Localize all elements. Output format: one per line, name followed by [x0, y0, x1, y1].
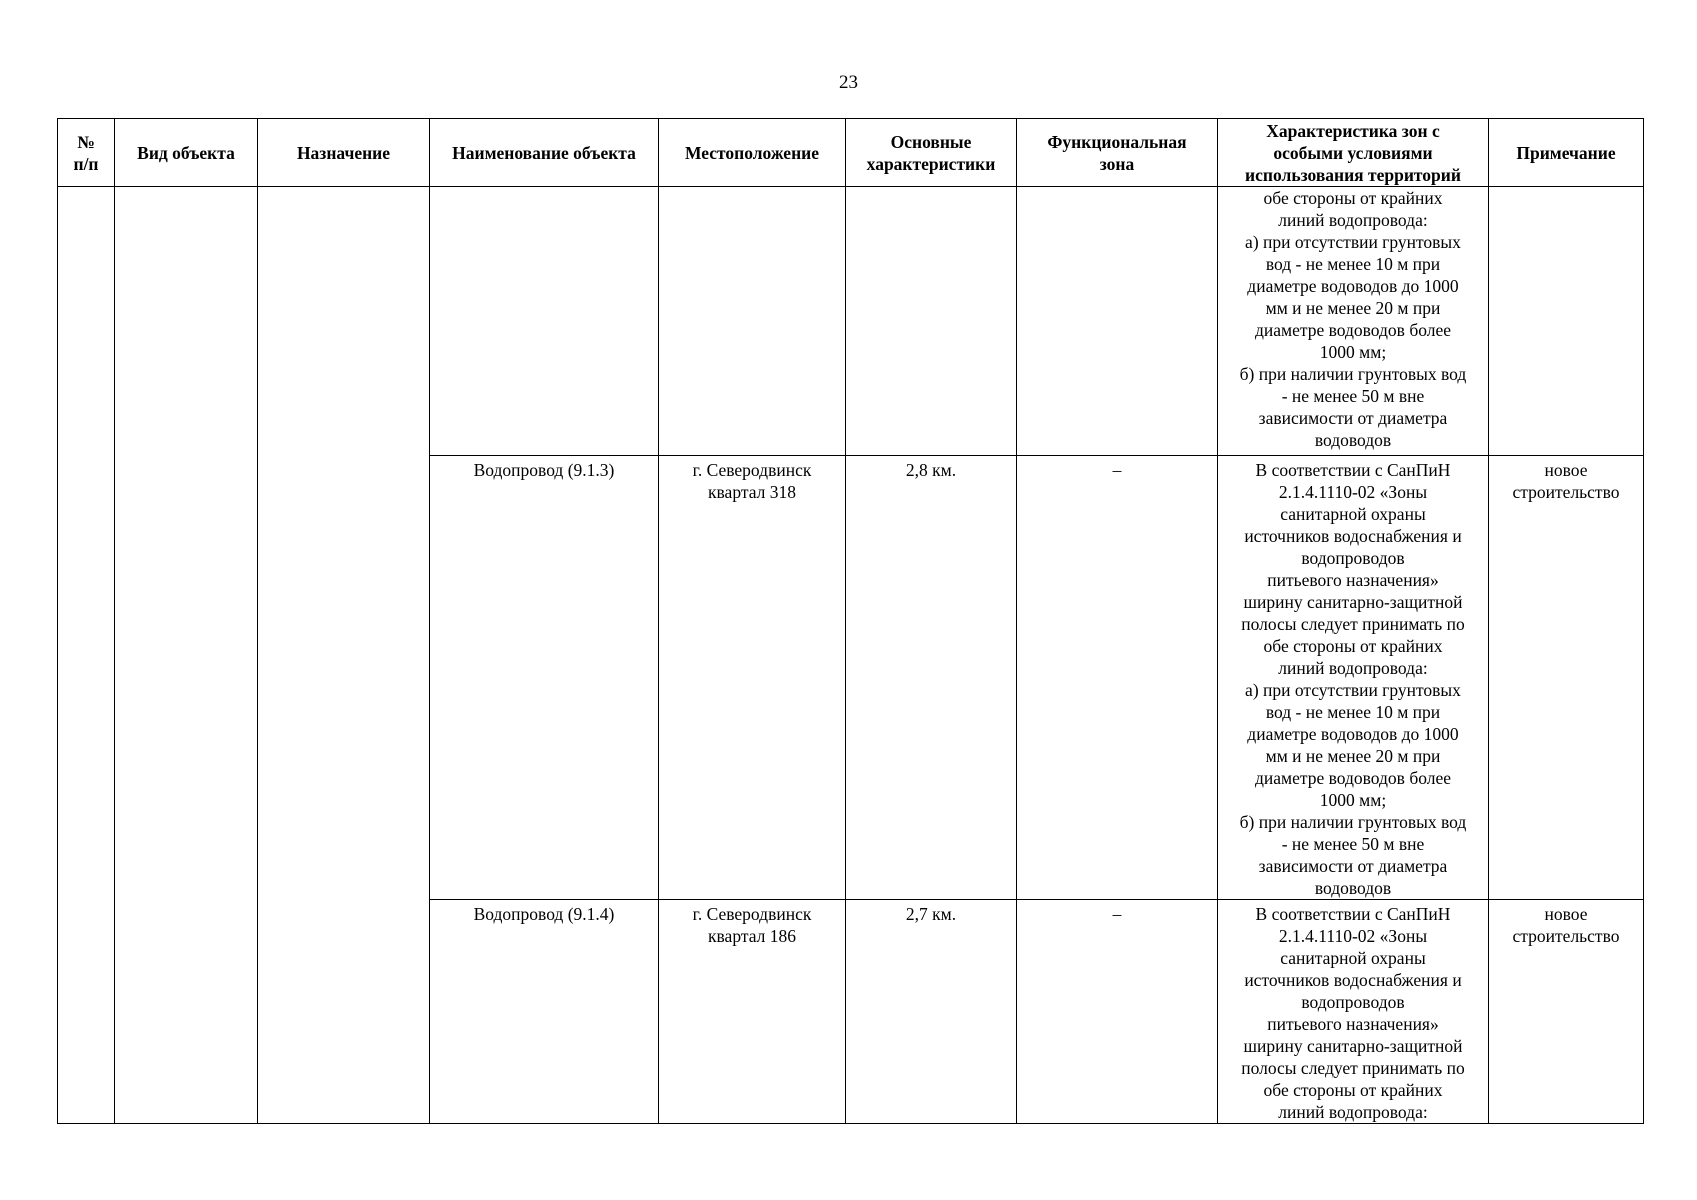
header-line: п/п	[73, 153, 99, 174]
cell-purpose	[258, 187, 430, 1124]
page-number: 23	[839, 72, 858, 93]
cell-zone-description-line: питьевого назначения»	[1267, 1014, 1439, 1034]
cell-zone-description-line: полосы следует принимать по	[1241, 614, 1465, 634]
cell-zone-description-line: диаметре водоводов до 1000	[1247, 724, 1459, 744]
cell-functional-zone	[1017, 187, 1218, 456]
header-location	[659, 119, 846, 187]
cell-note	[1489, 187, 1644, 456]
header-object-name	[430, 119, 659, 187]
cell-object-type	[115, 187, 258, 1124]
header-number	[58, 119, 115, 187]
cell-functional-zone: –	[1017, 456, 1218, 900]
cell-location-line: квартал 318	[708, 482, 796, 502]
cell-zone-description-line: 1000 мм;	[1319, 342, 1387, 362]
cell-zone-description-line: зависимости от диаметра	[1258, 856, 1448, 876]
cell-location	[659, 456, 846, 900]
header-main-characteristics	[846, 119, 1017, 187]
cell-zone-description-line: а) при отсутствии грунтовых	[1245, 232, 1461, 252]
cell-functional-zone: –	[1017, 900, 1218, 1124]
cell-zone-description-line: В соответствии с СанПиН	[1255, 460, 1451, 480]
header-line: Примечание	[1516, 142, 1616, 163]
cell-zone-description-line: водопроводов	[1301, 548, 1405, 568]
cell-characteristics	[846, 187, 1017, 456]
cell-zone-description-line: диаметре водоводов более	[1254, 768, 1452, 788]
cell-characteristics: 2,8 км.	[846, 456, 1017, 900]
header-line: Характеристика зон с	[1266, 120, 1440, 141]
cell-zone-description-line: питьевого назначения»	[1267, 570, 1439, 590]
cell-zone-description-line: - не менее 50 м вне	[1281, 386, 1425, 406]
cell-zone-description-line: водопроводов	[1301, 992, 1405, 1012]
cell-zone-description-line: - не менее 50 м вне	[1281, 834, 1425, 854]
cell-zone-description-line: источников водоснабжения и	[1244, 526, 1462, 546]
cell-location	[659, 187, 846, 456]
cell-note-line: строительство	[1512, 926, 1620, 946]
header-line: Вид объекта	[137, 142, 235, 163]
header-line: Местоположение	[684, 142, 820, 163]
header-special-zones	[1218, 119, 1489, 187]
cell-zone-description-line: В соответствии с СанПиН	[1255, 904, 1451, 924]
cell-location-line: г. Северодвинск	[692, 460, 812, 480]
cell-object-name: Водопровод (9.1.3)	[430, 456, 659, 900]
cell-zone-description-line: зависимости от диаметра	[1258, 408, 1448, 428]
header-object-type	[115, 119, 258, 187]
header-line: характеристики	[866, 153, 996, 174]
cell-zone-description-line: линий водопровода:	[1278, 658, 1428, 678]
cell-zone-description-line: а) при отсутствии грунтовых	[1245, 680, 1461, 700]
cell-zone-description-line: вод - не менее 10 м при	[1265, 702, 1441, 722]
cell-note-line: новое	[1544, 904, 1588, 924]
cell-object-name: Водопровод (9.1.4)	[430, 900, 659, 1124]
cell-zone-description-line: ширину санитарно-защитной	[1243, 592, 1463, 612]
cell-zone-description-line: б) при наличии грунтовых вод	[1239, 364, 1467, 384]
cell-zone-description-line: водоводов	[1314, 878, 1392, 898]
cell-zone-description-line: источников водоснабжения и	[1244, 970, 1462, 990]
cell-note-line: строительство	[1512, 482, 1620, 502]
cell-characteristics: 2,7 км.	[846, 900, 1017, 1124]
header-line: особыми условиями	[1273, 142, 1433, 163]
cell-number	[58, 187, 115, 1124]
cell-note	[1489, 456, 1644, 900]
cell-zone-description-line: ширину санитарно-защитной	[1243, 1036, 1463, 1056]
cell-zone-description-line: обе стороны от крайних	[1263, 636, 1443, 656]
cell-location-line: г. Северодвинск	[692, 904, 812, 924]
cell-zone-description-line: б) при наличии грунтовых вод	[1239, 812, 1467, 832]
header-line: Функциональная	[1047, 131, 1187, 152]
cell-zone-description-line: обе стороны от крайних	[1263, 188, 1443, 208]
cell-zone-description-line: водоводов	[1314, 430, 1392, 450]
header-line: Наименование объекта	[452, 142, 636, 163]
table-row	[58, 187, 1644, 456]
cell-object-name	[430, 187, 659, 456]
cell-note	[1489, 900, 1644, 1124]
header-line: №	[77, 131, 95, 152]
cell-zone-description-line: мм и не менее 20 м при	[1265, 298, 1441, 318]
cell-zone-description-line: 2.1.4.1110-02 «Зоны	[1278, 482, 1428, 502]
cell-zone-description-line: 2.1.4.1110-02 «Зоны	[1278, 926, 1428, 946]
cell-zone-description-line: вод - не менее 10 м при	[1265, 254, 1441, 274]
header-functional-zone	[1017, 119, 1218, 187]
cell-zone-description-line: полосы следует принимать по	[1241, 1058, 1465, 1078]
cell-zone-description-line: диаметре водоводов до 1000	[1247, 276, 1459, 296]
header-line: Основные	[890, 131, 972, 152]
cell-zone-description-line: санитарной охраны	[1280, 948, 1426, 968]
cell-zone-description-line: 1000 мм;	[1319, 790, 1387, 810]
cell-location	[659, 900, 846, 1124]
cell-zone-description-line: линий водопровода:	[1278, 210, 1428, 230]
cell-zone-description	[1218, 187, 1489, 456]
cell-note-line: новое	[1544, 460, 1588, 480]
objects-table	[57, 118, 1644, 1124]
header-purpose	[258, 119, 430, 187]
cell-zone-description-line: обе стороны от крайних	[1263, 1080, 1443, 1100]
cell-zone-description-line: диаметре водоводов более	[1254, 320, 1452, 340]
cell-zone-description-line: мм и не менее 20 м при	[1265, 746, 1441, 766]
table-header-row	[58, 119, 1644, 187]
cell-location-line: квартал 186	[708, 926, 796, 946]
header-note	[1489, 119, 1644, 187]
cell-zone-description	[1218, 900, 1489, 1124]
cell-zone-description-line: санитарной охраны	[1280, 504, 1426, 524]
cell-zone-description	[1218, 456, 1489, 900]
cell-zone-description-line: линий водопровода:	[1278, 1102, 1428, 1122]
header-line: использования территорий	[1245, 164, 1461, 185]
header-line: Назначение	[296, 142, 391, 163]
header-line: зона	[1099, 153, 1135, 174]
